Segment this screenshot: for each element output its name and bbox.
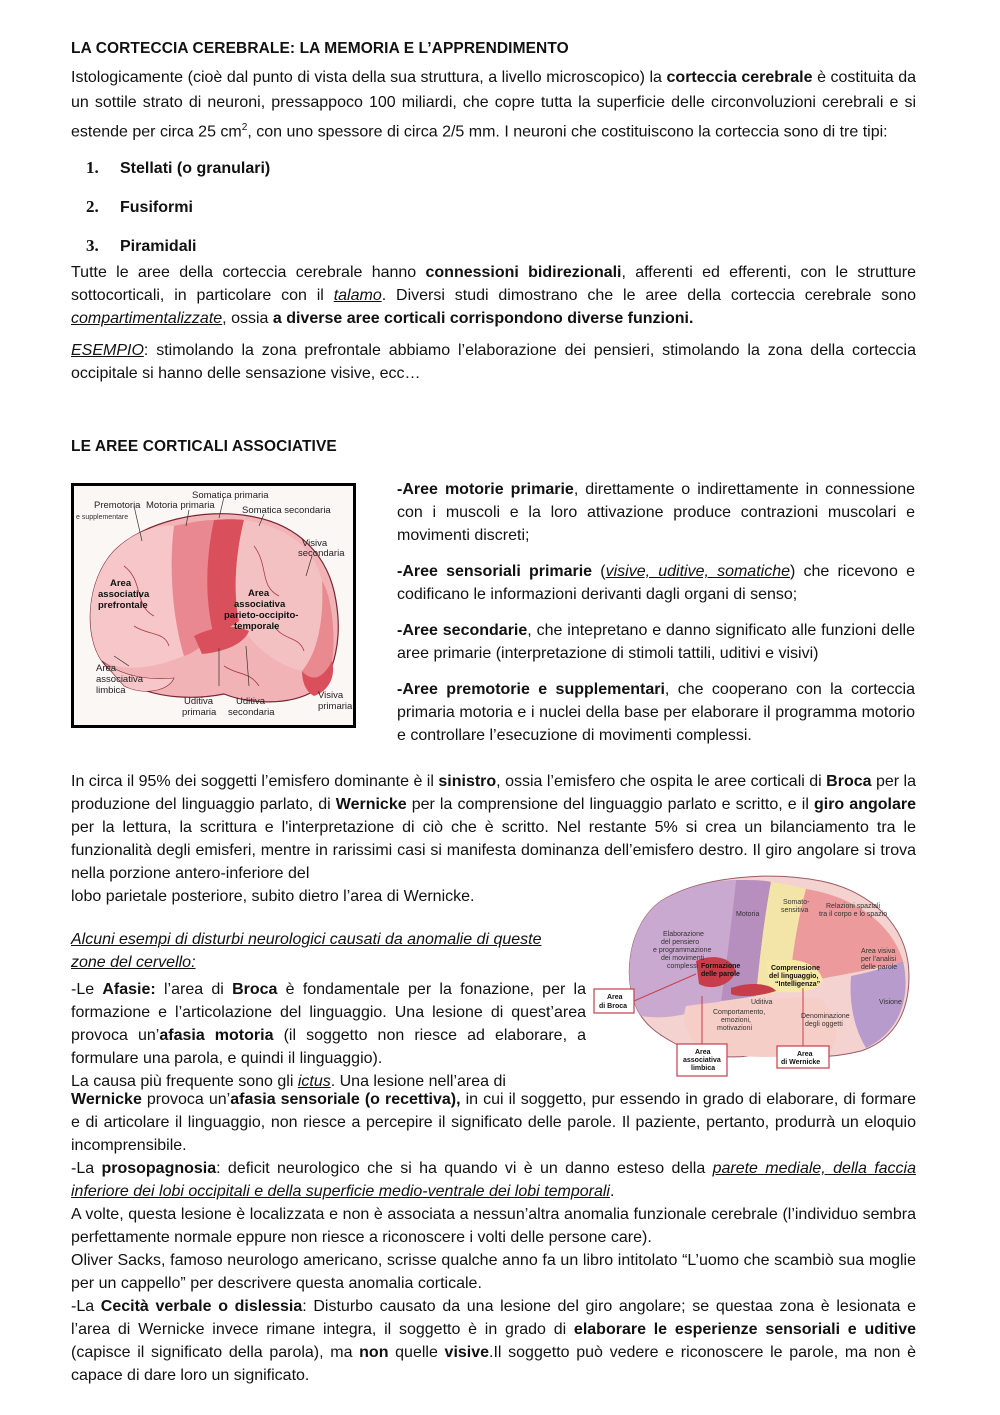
bottom-section bbox=[71, 1088, 916, 1387]
intro-superscript: 2 bbox=[241, 122, 248, 133]
dominance-text: per la lettura, la scrittura e l'interpretazione di ciò che è scritto. Nel restante 5% si crea un bilanciamento tra le funzionalità degli emisferi, mentre in rarissimi casi si manifesta dominanza dell’emisfero destro. Il giro angolare si trova nella porzione antero-inferiore del bbox=[71, 819, 916, 882]
label-linguaggio: del linguaggio, bbox=[769, 973, 819, 980]
label-motivazioni: motivazioni bbox=[717, 1025, 753, 1032]
label-visiva: Visiva bbox=[318, 690, 344, 701]
connections-text: Tutte le aree della corteccia cerebrale hanno bbox=[71, 264, 426, 282]
cecita-bold: Cecità verbale o dislessia bbox=[100, 1298, 303, 1315]
dominance-last-line: lobo parietale posteriore, subito dietro l’area di Wernicke. bbox=[71, 888, 475, 905]
list-item bbox=[71, 154, 916, 193]
prosop-underline: parete mediale, della faccia inferiore dei lobi occipitali e della superficie medio-ventrale dei lobi temporali bbox=[71, 1160, 917, 1200]
label-area-visiva: Area visiva bbox=[861, 948, 896, 955]
connections-bold: connessioni bidirezionali bbox=[425, 264, 622, 282]
afasie-bold: afasia motoria bbox=[159, 1027, 274, 1044]
label-programmazione: e programmazione bbox=[653, 947, 712, 954]
area-text: , che cooperano con la corteccia primaria motoria e i nuclei della base per elaborare il programma motorio e controllare l’esecuzione di movimenti complessi. bbox=[397, 681, 915, 744]
afasie-text: (il soggetto non riesce ad elaborare, a formulare una parola, e quindi il linguaggio). bbox=[71, 1027, 586, 1067]
examples-heading-line: Alcuni esempi di disturbi neurologici causati da anomalie di queste bbox=[71, 931, 542, 948]
dominance-bold: Wernicke bbox=[335, 796, 407, 813]
area-text: ( bbox=[592, 563, 606, 580]
label-pensiero: del pensiero bbox=[661, 939, 700, 946]
dominance-text: per la comprensione del linguaggio parlato e scritto, e il bbox=[406, 796, 814, 813]
label-secondaria: secondaria bbox=[298, 548, 345, 559]
brain-diagram-1 bbox=[74, 486, 353, 725]
label-elaborazione: Elaborazione bbox=[663, 931, 704, 938]
afasie-bold: Afasie: bbox=[102, 981, 156, 998]
label-temporale: temporale bbox=[234, 621, 280, 632]
label-uditiva: Uditiva bbox=[236, 696, 266, 707]
list-label: Piramidali bbox=[120, 238, 197, 256]
avolte-paragraph: A volte, questa lesione è localizzata e non è associata a nessun’altra anomalia funzionale cerebrale (l’individuo sembra perfettamente normale eppure non riesce a riconoscere i volti delle persone care). bbox=[71, 1206, 916, 1246]
label-area: Area bbox=[797, 1051, 813, 1058]
example-label: ESEMPIO bbox=[71, 342, 144, 360]
wernicke-text: in cui il soggetto, pur essendo in grado di elaborare, di formare e di articolare il linguaggio, non riesce a percepire il significato delle parole. Il paziente, pertanto, produrrà un eloquio incomprensibile. bbox=[71, 1091, 916, 1154]
example-paragraph bbox=[71, 339, 916, 385]
afasie-text: l’area di bbox=[155, 981, 233, 998]
connections-text: , afferenti ed efferenti, con le strutture sottocorticali, in particolare con il bbox=[71, 264, 916, 305]
examples-section bbox=[71, 928, 586, 1093]
list-number: 2. bbox=[86, 197, 99, 217]
label-denominazione: Denominazione bbox=[801, 1013, 850, 1020]
neuron-types-list bbox=[71, 154, 916, 271]
afasie-text: . Una lesione nell’area di bbox=[330, 1073, 506, 1090]
label-area: Area bbox=[248, 588, 270, 599]
dominance-text: In circa il 95% dei soggetti l’emisfero dominante è il bbox=[71, 773, 439, 790]
area-text: ) che ricevono e codificano le informazioni derivanti dagli organi di senso; bbox=[397, 563, 915, 603]
label-supplementare: e supplementare bbox=[76, 514, 129, 521]
label-somato: Somato- bbox=[783, 899, 810, 906]
afasie-paragraph bbox=[71, 978, 586, 1070]
label-prefrontale: prefrontale bbox=[98, 600, 148, 611]
wernicke-bold: Wernicke bbox=[71, 1091, 142, 1108]
areas-description bbox=[397, 478, 915, 760]
page-title: LA CORTECCIA CEREBRALE: LA MEMORIA E L’APPRENDIMENTO bbox=[71, 40, 569, 57]
cecita-paragraph bbox=[71, 1295, 916, 1387]
prosop-bold: prosopagnosia bbox=[101, 1160, 217, 1177]
label-oggetti: degli oggetti bbox=[805, 1021, 843, 1028]
cecita-bold: elaborare le esperienze sensoriali e uditive bbox=[573, 1321, 917, 1338]
connections-bold: a diverse aree corticali corrispondono diverse funzioni. bbox=[272, 310, 694, 328]
dominance-bold: giro angolare bbox=[813, 796, 916, 813]
prosop-text: -La bbox=[71, 1160, 102, 1177]
afasie-text: è fondamentale per la fonazione, per la formazione e l’articolazione del linguaggio. Una lesione di quest’area provoca un’ bbox=[71, 981, 586, 1044]
label-area: Area bbox=[607, 994, 623, 1001]
dominance-bold: sinistro bbox=[438, 773, 497, 790]
label-associativa: associativa bbox=[234, 599, 286, 610]
label-corpo-spazio: tra il corpo e lo spazio bbox=[819, 911, 888, 918]
prosop-text: : deficit neurologico che si ha quando vi è un danno esteso della bbox=[216, 1160, 713, 1177]
label-area: Area bbox=[96, 663, 117, 674]
dominance-text: , ossia l’emisfero che ospita le aree corticali di bbox=[496, 773, 827, 790]
area-item bbox=[397, 678, 915, 747]
cecita-text: -La bbox=[71, 1298, 101, 1315]
dominance-bold: Broca bbox=[826, 773, 872, 790]
prosop-text: . bbox=[609, 1183, 615, 1200]
dominance-text: per la produzione del linguaggio parlato, di bbox=[71, 773, 917, 813]
afasie-underline: ictus bbox=[297, 1073, 331, 1090]
language-areas-figure bbox=[591, 866, 918, 1080]
wernicke-bold: afasia sensoriale (o recettiva), bbox=[230, 1091, 461, 1108]
connections-text: , ossia bbox=[222, 310, 273, 328]
cecita-bold: visive bbox=[444, 1344, 490, 1361]
label-analisi: per l’analisi bbox=[861, 956, 897, 963]
prosopagnosia-paragraph bbox=[71, 1157, 916, 1203]
connections-paragraph bbox=[71, 261, 916, 330]
list-number: 3. bbox=[86, 236, 99, 256]
intro-bold-term: corteccia cerebrale bbox=[666, 69, 813, 86]
connections-underline: compartimentalizzate bbox=[71, 310, 223, 328]
wernicke-text: provoca un’ bbox=[141, 1091, 231, 1108]
label-sensitiva: sensitiva bbox=[781, 907, 809, 914]
label-primaria: primaria bbox=[318, 701, 353, 712]
area-title: -Aree premotorie e supplementari bbox=[397, 681, 665, 698]
afasie-bold: Broca bbox=[232, 981, 278, 998]
section2-heading: LE AREE CORTICALI ASSOCIATIVE bbox=[71, 438, 337, 455]
connections-text: . Diversi studi dimostrano che le aree della corteccia cerebrale sono bbox=[381, 287, 917, 305]
label-movimenti: dei movimenti bbox=[661, 955, 705, 962]
label-associativa: associativa bbox=[96, 674, 143, 685]
wernicke-paragraph bbox=[71, 1088, 916, 1157]
list-item bbox=[71, 193, 916, 232]
label-uditiva: Uditiva bbox=[751, 999, 773, 1006]
label-di-wernicke: di Wernicke bbox=[781, 1059, 821, 1066]
label-somatica-primaria: Somatica primaria bbox=[192, 490, 269, 501]
label-formazione: Formazione bbox=[701, 963, 741, 970]
label-associativa: associativa bbox=[683, 1057, 721, 1064]
label-complessi: complessi bbox=[667, 963, 699, 970]
brain-diagram-2 bbox=[591, 866, 918, 1080]
example-text: : stimolando la zona prefrontale abbiamo l’elaborazione dei pensieri, stimolando la zona della corteccia occipitale si hanno delle sensazione visive, ecc… bbox=[71, 342, 916, 383]
label-comportamento: Comportamento, bbox=[713, 1009, 766, 1016]
list-number: 1. bbox=[86, 158, 99, 178]
label-motoria-primaria: Motoria primaria bbox=[146, 500, 215, 511]
area-title: -Aree sensoriali primarie bbox=[397, 563, 593, 580]
area-title: -Aree secondarie bbox=[397, 622, 528, 639]
label-motoria: Motoria bbox=[736, 911, 760, 918]
label-parole: delle parole bbox=[701, 971, 740, 978]
afasie-text: -Le bbox=[71, 981, 103, 998]
area-italic: visive, uditive, somatiche bbox=[605, 563, 790, 580]
intro-text: Istologicamente (cioè dal punto di vista della sua struttura, a livello microscopico) la bbox=[71, 69, 667, 86]
examples-heading bbox=[71, 928, 586, 974]
cecita-text: : Disturbo causato da una lesione del giro angolare; se questaa zona è lesionata e l’area di Wernicke invece rimane integra, il soggetto è in grado di bbox=[71, 1298, 916, 1338]
label-somatica-secondaria: Somatica secondaria bbox=[242, 505, 331, 516]
label-di-broca: di Broca bbox=[599, 1003, 628, 1010]
label-parieto-occipito: parieto-occipito- bbox=[224, 610, 299, 621]
label-relazioni-spaziali: Relazioni spaziali bbox=[826, 903, 881, 910]
area-item bbox=[397, 478, 915, 547]
intro-text: , con uno spessore di circa 2/5 mm. I neuroni che costituiscono la corteccia sono di tre tipi: bbox=[247, 123, 888, 141]
label-area: Area bbox=[110, 578, 132, 589]
document-page bbox=[71, 40, 916, 385]
cecita-text: (capisce il significato della parola), ma bbox=[71, 1344, 360, 1361]
label-area: Area bbox=[695, 1049, 711, 1056]
connections-underline: talamo bbox=[333, 287, 382, 305]
label-visiva: Visiva bbox=[302, 538, 328, 549]
afasie-text: La causa più frequente sono gli bbox=[71, 1073, 298, 1090]
label-uditiva: Uditiva bbox=[184, 696, 214, 707]
label-secondaria: secondaria bbox=[228, 707, 275, 718]
label-intelligenza: “Intelligenza” bbox=[775, 981, 821, 988]
label-premotoria: Premotoria bbox=[94, 500, 141, 511]
area-item bbox=[397, 560, 915, 606]
list-label: Fusiformi bbox=[120, 199, 193, 217]
area-text: , direttamente o indirettamente in connessione con i muscoli e la loro attivazione produce contrazioni muscolari e movimenti discreti; bbox=[397, 481, 915, 544]
list-label: Stellati (o granulari) bbox=[120, 160, 271, 178]
cecita-text: .Il soggetto può vedere e riconoscere le parole, ma non è capace di dare loro un significato. bbox=[71, 1344, 917, 1384]
label-comprensione: Comprensione bbox=[771, 965, 821, 972]
section-title bbox=[71, 438, 916, 463]
label-delle-parole: delle parole bbox=[861, 964, 898, 971]
label-emozioni: emozioni, bbox=[721, 1017, 751, 1024]
cortical-areas-figure bbox=[71, 483, 356, 728]
intro-paragraph bbox=[71, 65, 916, 144]
area-text: , che intepretano e danno significato alle funzioni delle aree primarie (interpretazione di stimoli tattili, uditivi e visivi) bbox=[397, 622, 916, 662]
label-limbica: limbica bbox=[691, 1065, 716, 1072]
cecita-text: quelle bbox=[388, 1344, 445, 1361]
cecita-bold: non bbox=[359, 1344, 389, 1361]
label-primaria: primaria bbox=[182, 707, 217, 718]
label-limbica: limbica bbox=[96, 685, 126, 696]
intro-text: è costituita da un sottile strato di neuroni, pressappoco 100 miliardi, che copre tutta la superficie delle circonvoluzioni cerebrali e si estende per circa 25 cm bbox=[71, 69, 917, 141]
label-visione: Visione bbox=[879, 999, 902, 1006]
sacks-paragraph: Oliver Sacks, famoso neurologo americano, scrisse qualche anno fa un libro intitolato “L’uomo che scambiò sua moglie per un cappello” per descrivere questa anomalia corticale. bbox=[71, 1252, 916, 1292]
area-title: -Aree motorie primarie bbox=[397, 481, 574, 498]
label-associativa: associativa bbox=[98, 589, 150, 600]
examples-heading-line: zone del cervello: bbox=[71, 954, 196, 971]
area-item bbox=[397, 619, 915, 665]
